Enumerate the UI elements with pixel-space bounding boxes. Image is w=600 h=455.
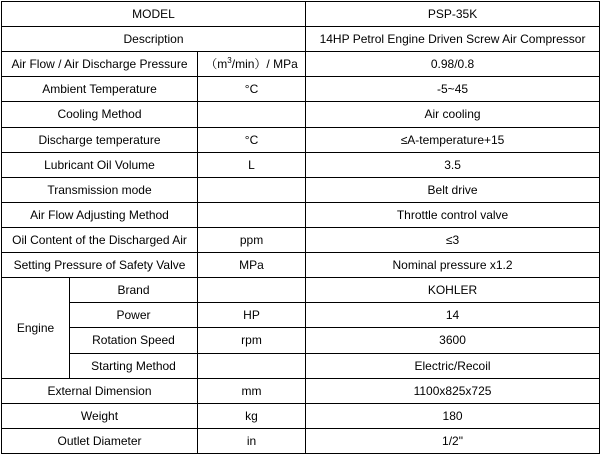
row-unit: L	[198, 152, 306, 177]
row-value: Throttle control valve	[306, 202, 600, 227]
table-row	[2, 403, 600, 428]
table-row	[2, 253, 600, 278]
engine-sub-unit: rpm	[198, 328, 306, 353]
engine-sub-label: Rotation Speed	[70, 328, 198, 353]
air-flow-unit	[198, 52, 306, 77]
row-value: Nominal pressure x1.2	[306, 253, 600, 278]
engine-sub-unit: HP	[198, 303, 306, 328]
engine-row	[2, 303, 600, 328]
description-label: Description	[2, 27, 306, 52]
engine-label: Engine	[2, 278, 70, 378]
model-row	[2, 2, 600, 27]
air-flow-row	[2, 52, 600, 77]
table-row	[2, 127, 600, 152]
engine-sub-value: Electric/Recoil	[306, 353, 600, 378]
engine-sub-label: Power	[70, 303, 198, 328]
spec-table	[1, 1, 600, 454]
row-unit: °C	[198, 77, 306, 102]
row-label: Transmission mode	[2, 177, 198, 202]
engine-sub-unit	[198, 353, 306, 378]
row-label: Setting Pressure of Safety Valve	[2, 253, 198, 278]
row-unit: in	[198, 428, 306, 453]
row-unit	[198, 202, 306, 227]
air-flow-unit-sup: 3	[227, 56, 232, 66]
engine-row	[2, 353, 600, 378]
row-label: Outlet Diameter	[2, 428, 198, 453]
row-label: Cooling Method	[2, 102, 198, 127]
row-unit: MPa	[198, 253, 306, 278]
table-row	[2, 77, 600, 102]
row-value: ≤A-temperature+15	[306, 127, 600, 152]
table-row	[2, 102, 600, 127]
engine-sub-value: 3600	[306, 328, 600, 353]
row-label: External Dimension	[2, 378, 198, 403]
engine-sub-value: 14	[306, 303, 600, 328]
row-value: Belt drive	[306, 177, 600, 202]
air-flow-label: Air Flow / Air Discharge Pressure	[2, 52, 198, 77]
row-unit: ppm	[198, 227, 306, 252]
row-value: 1100x825x725	[306, 378, 600, 403]
engine-sub-unit	[198, 278, 306, 303]
row-unit: kg	[198, 403, 306, 428]
row-label: Lubricant Oil Volume	[2, 152, 198, 177]
description-row	[2, 27, 600, 52]
row-value: -5~45	[306, 77, 600, 102]
row-unit	[198, 177, 306, 202]
row-value: 1/2"	[306, 428, 600, 453]
row-value: Air cooling	[306, 102, 600, 127]
row-unit: mm	[198, 378, 306, 403]
row-value: 3.5	[306, 152, 600, 177]
table-row	[2, 378, 600, 403]
air-flow-unit-prefix: （m	[205, 57, 228, 72]
air-flow-unit-suffix: /min）/ MPa	[231, 57, 298, 72]
row-label: Weight	[2, 403, 198, 428]
table-row	[2, 227, 600, 252]
table-row	[2, 177, 600, 202]
model-value: PSP-35K	[306, 2, 600, 27]
row-label: Discharge temperature	[2, 127, 198, 152]
row-unit: °C	[198, 127, 306, 152]
engine-sub-label: Brand	[70, 278, 198, 303]
description-value: 14HP Petrol Engine Driven Screw Air Compressor	[306, 27, 600, 52]
engine-row	[2, 328, 600, 353]
row-value: ≤3	[306, 227, 600, 252]
table-row	[2, 152, 600, 177]
row-unit	[198, 102, 306, 127]
air-flow-value: 0.98/0.8	[306, 52, 600, 77]
model-label: MODEL	[2, 2, 306, 27]
row-label: Oil Content of the Discharged Air	[2, 227, 198, 252]
engine-sub-value: KOHLER	[306, 278, 600, 303]
row-label: Ambient Temperature	[2, 77, 198, 102]
row-value: 180	[306, 403, 600, 428]
table-row	[2, 428, 600, 453]
engine-row	[2, 278, 600, 303]
row-label: Air Flow Adjusting Method	[2, 202, 198, 227]
engine-sub-label: Starting Method	[70, 353, 198, 378]
table-row	[2, 202, 600, 227]
